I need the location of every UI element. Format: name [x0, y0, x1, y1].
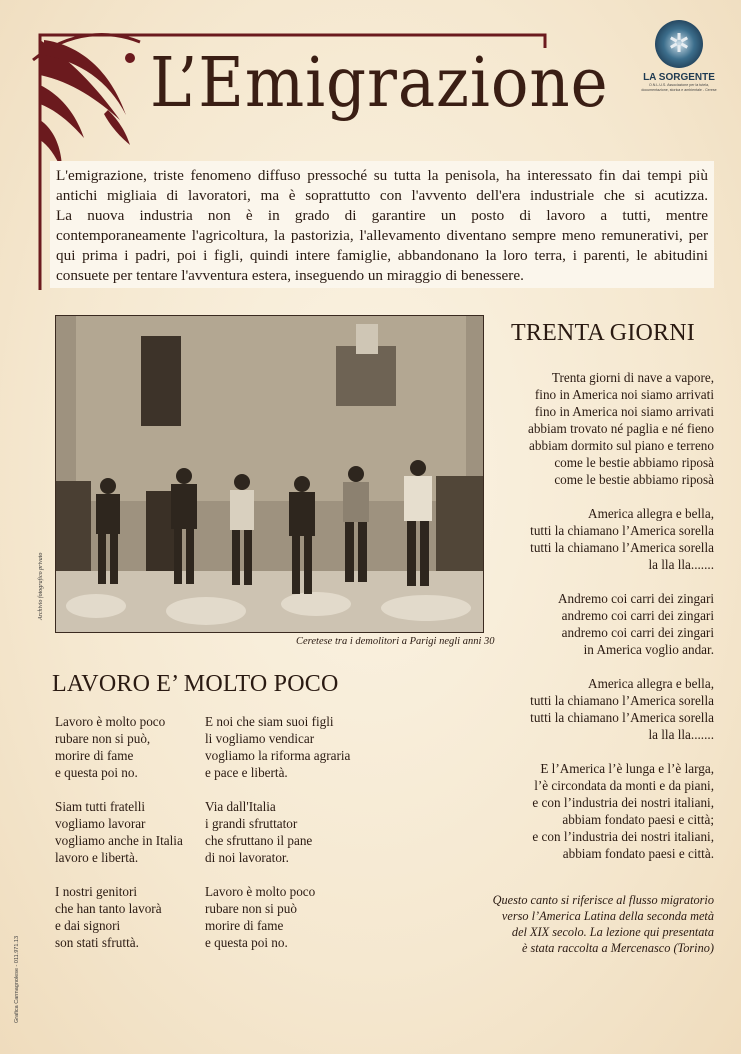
verse-line: rubare non si può,	[55, 731, 151, 746]
verse-line: Via dall'Italia	[205, 799, 276, 814]
verse-line: morire di fame	[205, 918, 284, 933]
verse-line: vogliamo la riforma agraria	[205, 748, 351, 763]
lavoro-heading: LAVORO E’ MOLTO POCO	[52, 671, 339, 697]
verse-line: e questa poi no.	[55, 765, 138, 780]
verse-line: Lavoro è molto poco	[55, 714, 166, 729]
verse-line: America allegra e bella,	[588, 506, 714, 521]
printer-code: Grafica Carmagnolese - 011.971.13	[14, 935, 20, 1023]
verse-line: Trenta giorni di nave a vapore,	[551, 370, 714, 385]
verse-line: e con l’industria dei nostri italiani,	[532, 829, 714, 844]
verse-line: tutti la chiamano l’America sorella	[530, 540, 714, 555]
verse-line: son stati sfruttà.	[55, 935, 139, 950]
page-title: L’Emigrazione	[150, 44, 609, 123]
historical-photo	[55, 315, 484, 633]
intro-line: antichi migliaia di lavoratori, ma è soprattutto con l'avvento dell'era industriale che si acutizza.	[56, 187, 708, 204]
verse-line: e con l’industria dei nostri italiani,	[532, 795, 714, 810]
song-note	[480, 892, 714, 956]
intro-line: La nuova industria non è in grado di garantire un posto di lavoro a tutti, mentre	[56, 207, 708, 224]
verse-line: tutti la chiamano l’America sorella	[530, 710, 714, 725]
verse-line: vogliamo anche in Italia	[55, 833, 183, 848]
verse-line: fino in America noi siamo arrivati	[534, 387, 714, 402]
verse-line: E l’America l’è lunga e l’è larga,	[540, 761, 714, 776]
trenta-giorni-poem	[528, 369, 714, 879]
verse-line: I nostri genitori	[55, 884, 138, 899]
stanza	[528, 590, 714, 658]
verse-line: che sfruttano il pane	[205, 833, 313, 848]
verse-line: i grandi sfruttator	[205, 816, 298, 831]
stanza	[528, 505, 714, 573]
verse-line: che han tanto lavorà	[55, 901, 162, 916]
intro-line: L'emigrazione, triste fenomeno diffuso pressoché su tutta la penisola, ha interessato fin dai tempi più	[56, 167, 708, 184]
verse-line: e pace e libertà.	[205, 765, 288, 780]
stanza	[528, 760, 714, 862]
verse-line: li vogliamo vendicar	[205, 731, 315, 746]
note-line: del XIX secolo. La lezione qui presentata	[511, 925, 714, 939]
verse-line: andremo coi carri dei zingari	[561, 625, 714, 640]
stanza	[205, 713, 350, 781]
intro-line: consuete per tentare l'avventura estera, inseguendo un miraggio di benessere.	[56, 267, 524, 284]
verse-line: Siam tutti fratelli	[55, 799, 146, 814]
logo-subtitle: O.N.L.U.S. Associazione per la tutela, documentazione, storica e ambientale - Cerese	[641, 83, 717, 92]
intro-line: contemporaneamente l'agricoltura, la pastorizia, l'allevamento diventano sempre meno remunerativi, per	[56, 227, 708, 244]
verse-line: abbiam fondato paesi e città.	[562, 846, 714, 861]
verse-line: America allegra e bella,	[588, 676, 714, 691]
verse-line: tutti la chiamano l’America sorella	[530, 693, 714, 708]
verse-line: e questa poi no.	[205, 935, 288, 950]
verse-line: andremo coi carri dei zingari	[561, 608, 714, 623]
verse-line: tutti la chiamano l’America sorella	[530, 523, 714, 538]
verse-line: rubare non si può	[205, 901, 297, 916]
verse-line: di noi lavorator.	[205, 850, 289, 865]
verse-line: abbiam dormito sul piano e terreno	[529, 438, 714, 453]
verse-line: Lavoro è molto poco	[205, 884, 316, 899]
logo-icon	[655, 20, 703, 68]
verse-line: vogliamo lavorar	[55, 816, 146, 831]
verse-line: e dai signori	[55, 918, 121, 933]
verse-line: abbiam trovato né paglia e né fieno	[527, 421, 714, 436]
verse-line: la lla lla.......	[648, 557, 714, 572]
verse-line: lavoro e libertà.	[55, 850, 139, 865]
verse-line: in America voglio andar.	[583, 642, 714, 657]
intro-line: qui prima i padri, poi i figli, quindi intere famiglie, abbandonano la loro terra, i parenti, le abitudini	[56, 247, 708, 264]
verse-line: E noi che siam suoi figli	[205, 714, 334, 729]
intro-paragraph	[50, 161, 714, 288]
stanza	[528, 675, 714, 743]
lavoro-poem-col2	[205, 713, 350, 968]
logo-name: LA SORGENTE	[643, 72, 715, 83]
photo-caption: Ceretese tra i demolitori a Parigi negli anni 30	[296, 636, 495, 647]
verse-line: fino in America noi siamo arrivati	[534, 404, 714, 419]
note-line: è stata raccolta a Mercenasco (Torino)	[521, 941, 714, 955]
stanza	[205, 798, 350, 866]
photo-illustration	[56, 316, 484, 633]
lavoro-poem-col1	[55, 713, 183, 968]
stanza	[55, 883, 183, 951]
logo	[638, 20, 720, 92]
verse-line: l’è circondata da monti e da piani,	[534, 778, 714, 793]
photo-credit: Archivio fotografico privato	[38, 552, 44, 620]
stanza	[528, 369, 714, 488]
stanza	[55, 798, 183, 866]
verse-line: abbiam fondato paesi e città;	[562, 812, 714, 827]
note-line: Questo canto si riferisce al flusso migratorio	[492, 893, 714, 907]
verse-line: come le bestie abbiamo riposà	[554, 455, 714, 470]
stanza	[205, 883, 350, 951]
note-line: verso l’America Latina della seconda metà	[501, 909, 714, 923]
verse-line: Andremo coi carri dei zingari	[558, 591, 714, 606]
verse-line: morire di fame	[55, 748, 134, 763]
trenta-giorni-heading: TRENTA GIORNI	[511, 320, 695, 346]
verse-line: la lla lla.......	[648, 727, 714, 742]
verse-line: come le bestie abbiamo riposà	[554, 472, 714, 487]
stanza	[55, 713, 183, 781]
